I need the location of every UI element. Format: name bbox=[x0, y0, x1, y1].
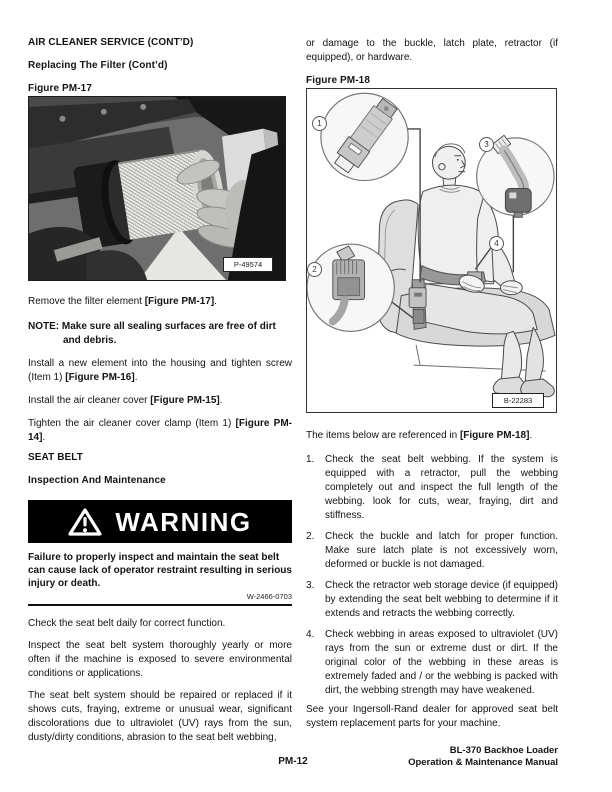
callout-3-badge: 3 bbox=[479, 137, 494, 152]
callout-1-badge: 1 bbox=[312, 116, 327, 131]
photo-reference-label: P-49574 bbox=[223, 257, 273, 272]
inspect-yearly-paragraph: Inspect the seat belt system thoroughly yearly or more often if the machine is exposed to severe environmental conditions or applications. bbox=[28, 640, 292, 679]
figure-pm18-illustration bbox=[306, 88, 557, 413]
item-text: Check webbing in areas exposed to ultraviolet (UV) rays from the sun or extreme dust or dirt. If the original color of the webbing in these areas is extremely faded and / or the webbing is packed with dirt, the webbing strength may have weakened. bbox=[325, 629, 558, 696]
item-text: Check the retractor web storage device (if equipped) by extending the seat belt webbing to determine if it extends and retracts the webbing correctly. bbox=[325, 580, 558, 619]
list-item bbox=[306, 453, 558, 523]
callout-2-badge: 2 bbox=[307, 262, 322, 277]
page-number: PM-12 bbox=[278, 756, 308, 767]
figure-pm17-label: Figure PM-17 bbox=[28, 83, 92, 94]
item-number: 4. bbox=[306, 629, 315, 640]
figure-pm18-label: Figure PM-18 bbox=[306, 75, 370, 86]
item-number: 3. bbox=[306, 580, 315, 591]
callout-4-badge: 4 bbox=[489, 236, 504, 251]
dealer-paragraph: See your Ingersoll-Rand dealer for approved seat belt system replacement parts for your machine. bbox=[306, 704, 558, 729]
section-heading: AIR CLEANER SERVICE (CONT’D) bbox=[28, 37, 194, 48]
list-item bbox=[306, 579, 558, 621]
repair-replace-paragraph: The seat belt system should be repaired or replaced if it shows cuts, fraying, extreme or unusual wear, significant discolorations due to ultraviolet (UV) rays from the sun, dusty/dirty conditions, abrasion to the seat belt webbing, bbox=[28, 690, 292, 743]
subsection-heading: Replacing The Filter (Cont’d) bbox=[28, 60, 168, 71]
warning-triangle-icon bbox=[68, 507, 102, 537]
manual-identifier bbox=[408, 745, 558, 769]
note-paragraph: NOTE: Make sure all sealing surfaces are free of dirt and debris. bbox=[28, 321, 276, 346]
left-column bbox=[28, 37, 292, 745]
inspection-heading: Inspection And Maintenance bbox=[28, 475, 166, 486]
figure-reference-label: B-22283 bbox=[492, 393, 544, 408]
figure-pm17-photo bbox=[28, 96, 286, 281]
right-column bbox=[306, 37, 558, 731]
warning-divider bbox=[28, 604, 292, 606]
manual-title-line: BL-370 Backhoe Loader bbox=[449, 745, 558, 756]
air-filter-photo-illustration bbox=[29, 97, 285, 280]
continued-paragraph: or damage to the buckle, latch plate, retractor (if equipped), or hardware. bbox=[306, 38, 558, 63]
install-element-paragraph: Install a new element into the housing and tighten screw (Item 1) [Figure PM-16]. bbox=[28, 358, 292, 383]
items-intro-paragraph: The items below are referenced in [Figure PM-18]. bbox=[306, 430, 533, 441]
warning-code: W-2466-0703 bbox=[246, 592, 292, 601]
remove-filter-paragraph: Remove the filter element [Figure PM-17]. bbox=[28, 296, 217, 307]
seat-belt-heading: SEAT BELT bbox=[28, 452, 83, 463]
list-item bbox=[306, 530, 558, 572]
list-item bbox=[306, 628, 558, 698]
install-cover-paragraph: Install the air cleaner cover [Figure PM-15]. bbox=[28, 395, 223, 406]
seat-belt-inspection-drawing bbox=[307, 89, 556, 412]
warning-banner bbox=[28, 500, 292, 543]
warning-title: WARNING bbox=[115, 506, 252, 537]
item-text: Check the seat belt webbing. If the system is equipped with a retractor, pull the webbing completely out and inspect the full length of the webbing. look for cuts, wear, fraying, dirt and stiffness. bbox=[325, 454, 558, 521]
item-number: 2. bbox=[306, 531, 315, 542]
tighten-clamp-paragraph: Tighten the air cleaner cover clamp (Item 1) [Figure PM-14]. bbox=[28, 418, 292, 443]
manual-subtitle-line: Operation & Maintenance Manual bbox=[408, 757, 558, 768]
warning-text: Failure to properly inspect and maintain the seat belt can cause lack of operator restraint resulting in serious injury or death. bbox=[28, 552, 292, 589]
check-daily-paragraph: Check the seat belt daily for correct function. bbox=[28, 618, 226, 629]
item-text: Check the buckle and latch for proper function. Make sure latch plate is not excessively worn, deformed or buckle is not damaged. bbox=[325, 531, 558, 570]
item-number: 1. bbox=[306, 454, 315, 465]
